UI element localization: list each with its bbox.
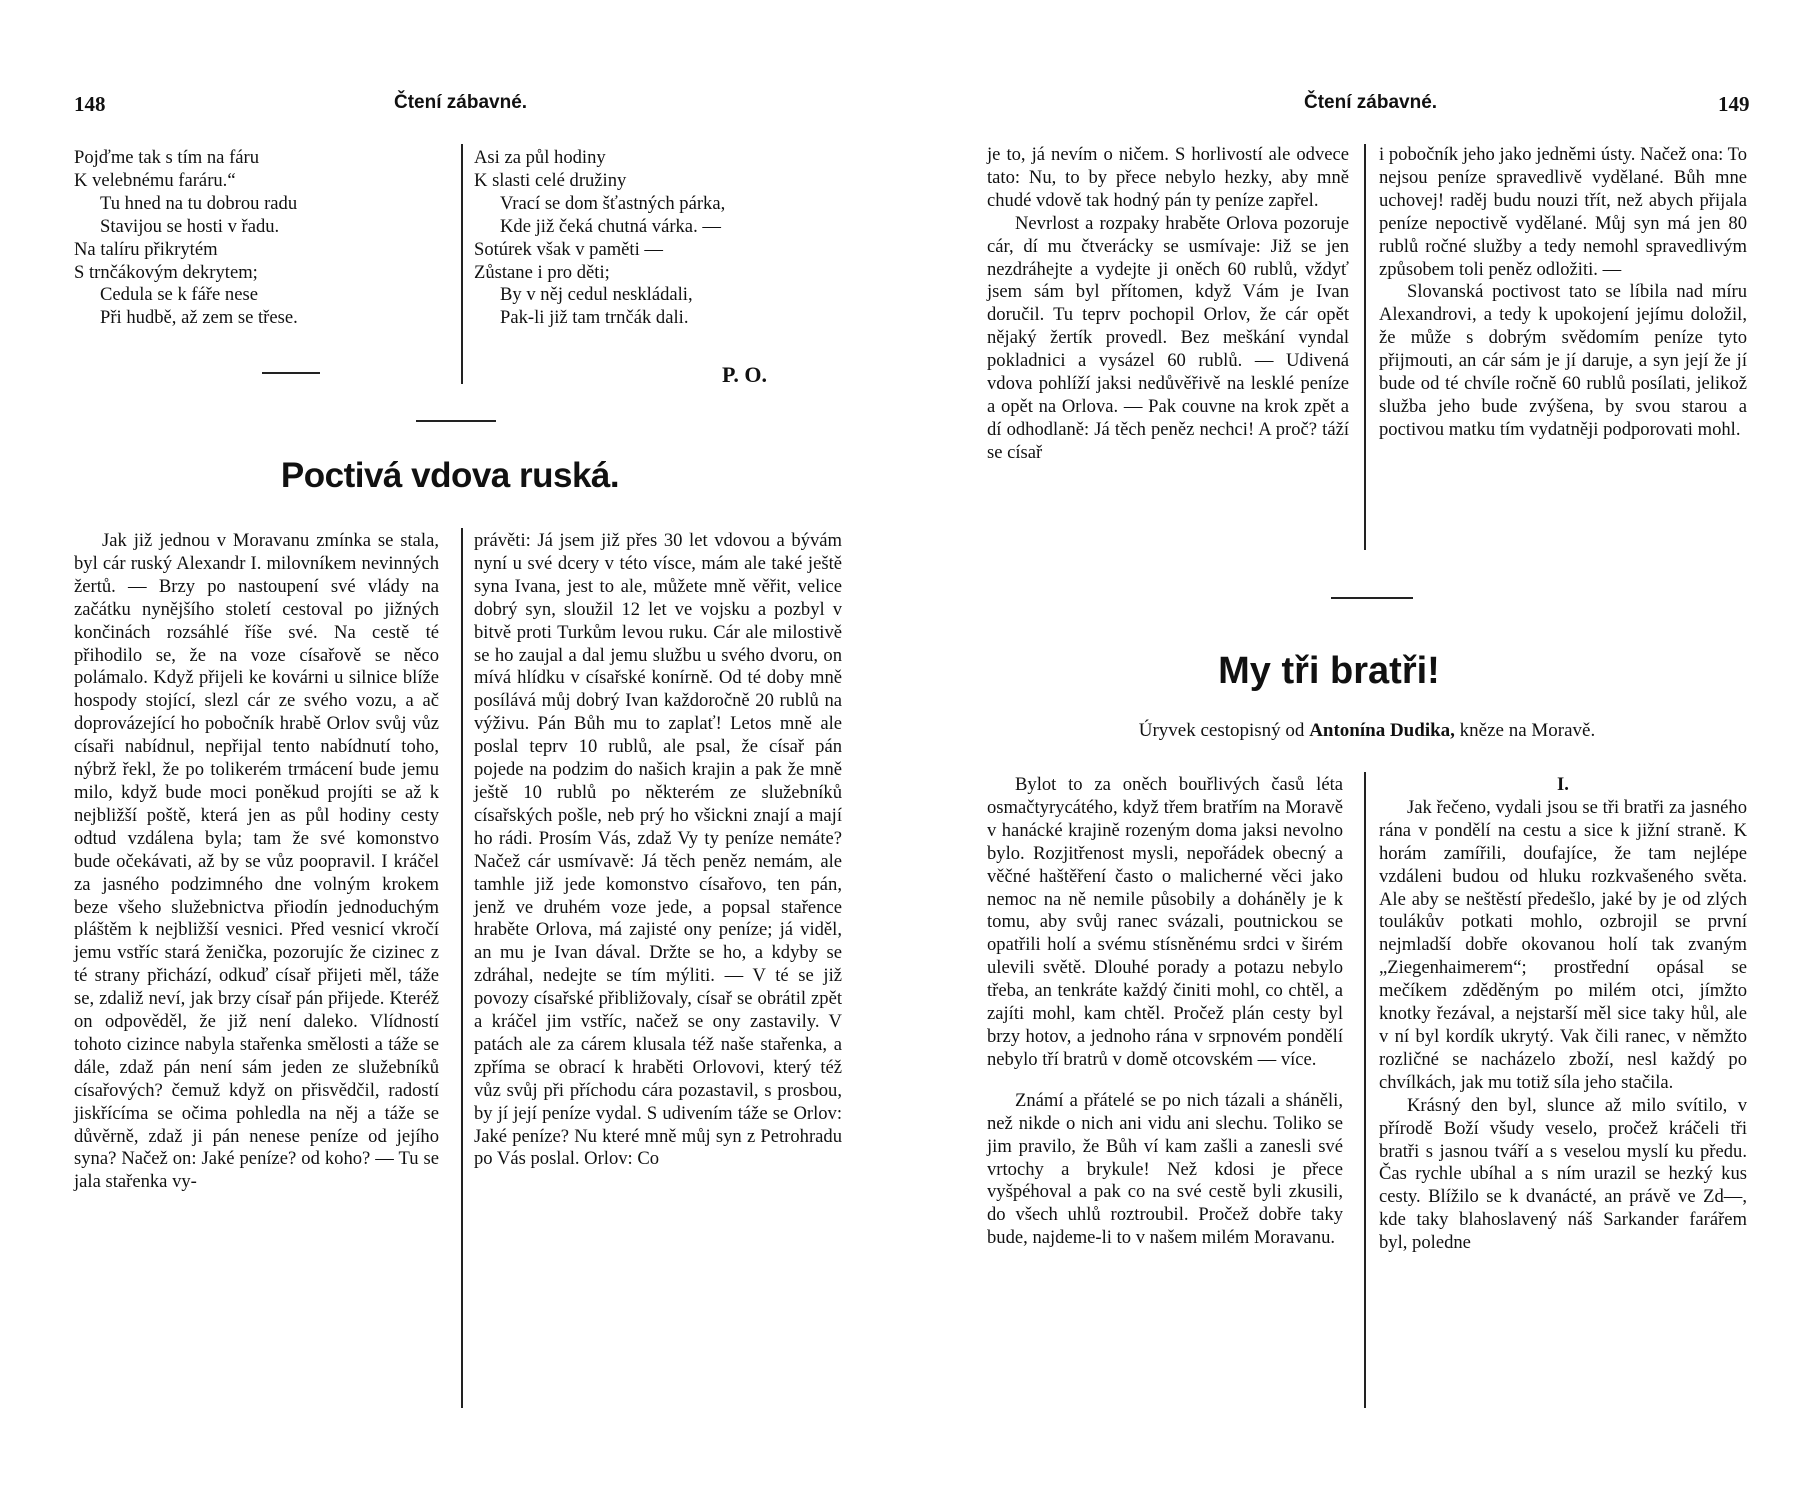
subtitle-author: Antonína Dudika, <box>1309 720 1455 741</box>
poem-signature: P. O. <box>722 362 768 387</box>
column-rule <box>461 528 463 1408</box>
poem-line: Zůstane i pro děti; <box>474 261 610 283</box>
story-paragraph: Bylot to za oněch bouřlivých časů léta osmačtyrycátého, když třem bratřím na Moravě v hanácké krajině rozeným doma jaksi nevolno bylo. Rozjitřenost mysli, nepořádek obecný a věčné haštěření často o malicherné věci jako nemoc na ně nemile působily a doháněly je k tomu, aby svůj ranec svázali, poutnickou se opatřili holí a svému stísněnému srdci v širém ulevili světě. Dlouhé porady a potazu nebylo třeba, an tenkráte každý činiti mohl, co chtěl, a zajíti mohl, kam chtěl. Pročež plán cesty byl brzy hotov, a jednoho rána v srpnovém pondělí nebylo tří bratrů v domě otcovském — více. <box>987 774 1343 1070</box>
poem-line: Na talíru přikrytém <box>74 238 218 260</box>
story-paragraph: Známí a přátelé se po nich tázali a sháněli, než nikde o nich ani vidu ani slechu. Toliko se jim pravilo, že Bůh ví kam zašli a zanesli své vrtochy a brykule! Než kdosi je přece vyšpéhoval a pak co na své cestě byli zkusili, do všech uhlů roztroubil. Pročež dobře taky bude, najdeme-li to v našem milém Moravanu. <box>987 1089 1343 1249</box>
story-paragraph: Nevrlost a rozpaky hraběte Orlova pozoruje cár, dí mu čtverácky se usmívaje: Již se jen nezdráhejte a vydejte ji oněch 60 rublů, vždyť jsem sám byl přítomen, když Vám je Ivan doručil. Tu teprv pochopil Orlov, že cár opět nějaký žertík provedl. Bez meškání vyndal pokladnici a vysázel 60 rublů. — Udivená vdova pohlíží jaksi nedůvěřivě na lesklé peníze a opět na Orlova. — Pak couvne na krok zpět a dí odhodlaně: Já těch peněz nechci! A proč? táží se císař <box>987 212 1349 463</box>
poem-line: K velebnému faráru.“ <box>74 169 236 191</box>
poem-line: Pak-li již tam trnčák dali. <box>500 307 689 329</box>
poem-line: Tu hned na tu dobrou radu <box>100 192 298 214</box>
poem-column-left <box>74 147 454 330</box>
poem-line: Pojďme tak s tím na fáru <box>74 147 260 168</box>
section-number: I. <box>1557 774 1569 795</box>
story-column-2 <box>474 530 842 1171</box>
subtitle-suffix: kněze na Moravě. <box>1459 720 1596 741</box>
poem-line: Cedula se k fáře nese <box>100 284 258 306</box>
subtitle-prefix: Úryvek cestopisný od <box>1138 720 1305 741</box>
page-number-right: 149 <box>1718 92 1750 116</box>
poem-line: Vrací se dom šťastných párka, <box>500 192 726 214</box>
poem-line: Sotúrek však v paměti — <box>474 238 664 260</box>
story-paragraph: Krásný den byl, slunce až milo svítilo, v přírodě Boží všudy veselo, pročež kráčeli tři bratři s jasnou tváří a s veselou myslí ku předu. Čas rychle ubíhal a s ním urazil se hezký kus cesty. Blížilo se k dvanácté, an právě ve Zd—, kde taky blahoslavený náš Sarkander farářem byl, poledne <box>1379 1094 1747 1254</box>
right-page <box>909 0 1818 1500</box>
story-continuation-column-1 <box>987 144 1349 465</box>
new-story-title: My tři bratři! <box>1218 650 1440 692</box>
story-paragraph: právěti: Já jsem již přes 30 let vdovou a bývám nyní u své dcery v této vísce, mám ale také ještě syna Ivana, jest to ale, můžete mně věřit, velice dobrý syn, sloužil 12 let ve vojsku a pozbyl v bitvě proti Turkům levou ruku. Cár ale milostivě se ho zaujal a dal jemu službu u svého dvoru, on mívá hlídku v císařské konírně. Od té doby mně posílává můj dobrý Ivan každoročně 20 rublů na výživu. Pán Bůh mu to zaplať! Letos mně ale poslal teprv 10 rublů, ale psal, že císař pán pojede na podzim do našich krajin a pak že mně ještě 10 rublů po některém ze služebníků císařských pošle, neb prý ho všickni znají a mají ho rádi. Prosím Vás, zdaž Vy ty peníze nemáte? Načež cár usmívavě: Já těch peněz nemám, ale tamhle již jede komonstvo císařovo, ten pán, jenž ve druhém voze jede, a popsal stařence hraběte Orlova, má zajisté ony peníze; já viděl, an mu je Ivan dával. Držte se ho, a kdyby se zdráhal, nedejte se tím mýliti. — V té se již povozy císařské přibližovaly, císař se obrátil zpět a kráčel jim vstříc, načež se ony zastavily. V patách ale za cárem klusala též naše stařenka, a zpříma se obrací k hraběti Orlovovi, který též vůz svůj při příchodu cára pozastavil, s prosbou, by jí její peníze vydal. S udivením táže se Orlov: Jaké peníze? Nu které mně můj syn z Petrohradu po Vás poslal. Orlov: Co <box>474 530 842 1170</box>
running-title-left: Čtení zábavné. <box>394 92 528 113</box>
column-rule <box>1364 772 1366 1408</box>
poem-line: Stavijou se hosti v řadu. <box>100 215 280 237</box>
story-paragraph: je to, já nevím o ničem. S horlivostí ale odvece tato: Nu, to by přece nebylo hezky, aby mně chudé vdově tak hodný pán ty peníze zapřel. <box>987 144 1349 211</box>
story-paragraph: i pobočník jeho jako jedněmi ústy. Načež ona: To nejsou peníze spravedlivě vydělané. Bůh mne uchovej! raděj budu nouzi třít, než abych přijala peníze nepoctivě vydělané. Můj syn má jen 80 rublů ročné služby a tedy nemohl spravedlivým způsobem toli peněz odložiti. — <box>1379 144 1747 280</box>
poem-column-right <box>474 147 804 330</box>
story-paragraph: Jak řečeno, vydali jsou se tři bratři za jasného rána v pondělí na cestu a sice k jižní straně. K horám zamířili, doufajíce, že tam nejlépe vzdáleni budou od hluku rozkvašeného světa. Ale aby se neštěstí předešlo, jaké by je od zlých toulákův potkati mohlo, ozbrojil se první nejmladší dobře okovanou holí tak zvaným „Ziegenhaimerem“; prostřední opásal se mečíkem zděděným po milém otci, jímžto knotky řezával, a nejstarší měl sice taky hůl, ale v ní byl kordík ukrytý. Vak čili ranec, v němžto rozličné se nacházelo zboží, nesl každý po chvílkách, jak mu totiž síla jeho stačila. <box>1379 796 1747 1093</box>
story-column-1 <box>74 530 439 1194</box>
story-title: Poctivá vdova ruská. <box>280 456 620 495</box>
poem-line: S trnčákovým dekrytem; <box>74 261 258 283</box>
poem-line: By v něj cedul neskládali, <box>500 284 693 306</box>
new-story-column-1 <box>987 774 1343 1250</box>
poem-line: Při hudbě, až zem se třese. <box>100 307 298 329</box>
new-story-column-2 <box>1379 774 1747 1255</box>
section-divider <box>416 420 496 422</box>
poem-line: Kde již čeká chutná várka. — <box>500 215 721 237</box>
short-divider <box>262 372 320 374</box>
running-title-right: Čtení zábavné. <box>1304 92 1438 113</box>
column-rule <box>461 144 463 384</box>
story-continuation-column-2 <box>1379 144 1747 442</box>
poem-line: Asi za půl hodiny <box>474 147 606 168</box>
page-number-left: 148 <box>74 92 106 116</box>
story-paragraph: Slovanská poctivost tato se líbila nad míru Alexandrovi, a tedy k upokojení jejímu doložil, že může s dobrým svědomím peníze tyto přijmouti, an cár sám je jí daruje, a syn její že jí bude od té chvíle ročně 60 rublů posílati, jelikož služba jeho bude zvýšena, by svou starou a poctivou matku tím vydatněji podporovati mohl. <box>1379 281 1747 440</box>
poem-line: K slasti celé družiny <box>474 169 627 191</box>
story-paragraph: Jak již jednou v Moravanu zmínka se stala, byl cár ruský Alexandr I. milovníkem nevinných žertů. — Brzy po nastoupení své vlády na začátku nynějšího století cestoval po jižných končinách rozsáhlé říše své. Na cestě té přihodilo se, že na voze císařově se něco polámalo. Když přijeli ke kovárni u silnice blíže hospody stojící, slezl cár ze svého vozu, a ač doprovázející ho pobočník hrabě Orlov svůj vůz císaři nabídnul, nepřijal tento nabídnutí toho, nýbrž řekl, že po tolikerém trmácení bude jemu milo, když bude moci poněkud projíti se až k nejbližší poště, která jen as půl hodiny cesty odtud vzdálena byla; tam že své komonstvo bude očekávati, až by se vůz poopravil. I kráčel za jasného podzimného dne volným krokem beze všeho služebnictva přiodín jednoduchým pláštěm k nejbližší vesnici. Před vesnicí vkročí jemu vstříc stará ženička, pozorujíc že cizinec z té strany přichází, odkuď císař přijeti měl, táže se, zdaliž neví, jak brzy císař pán přijede. Kteréž on odpověděl, že již není daleko. Vlídností tohoto cizince nabyla stařenka smělosti a táže se dále, zdaž pán není sám jeden ze služebníků císařových? čemuž když on přisvědčil, radostí jiskřícíma se očima pohledla na něj a táže se důvěrně, zdaž ji pán nenese peníze od jejího syna? Načež on: Jaké peníze? od koho? — Tu se jala stařenka vy- <box>74 530 439 1193</box>
section-divider <box>1331 597 1413 599</box>
new-story-subtitle <box>987 720 1747 742</box>
column-rule <box>1364 144 1366 550</box>
